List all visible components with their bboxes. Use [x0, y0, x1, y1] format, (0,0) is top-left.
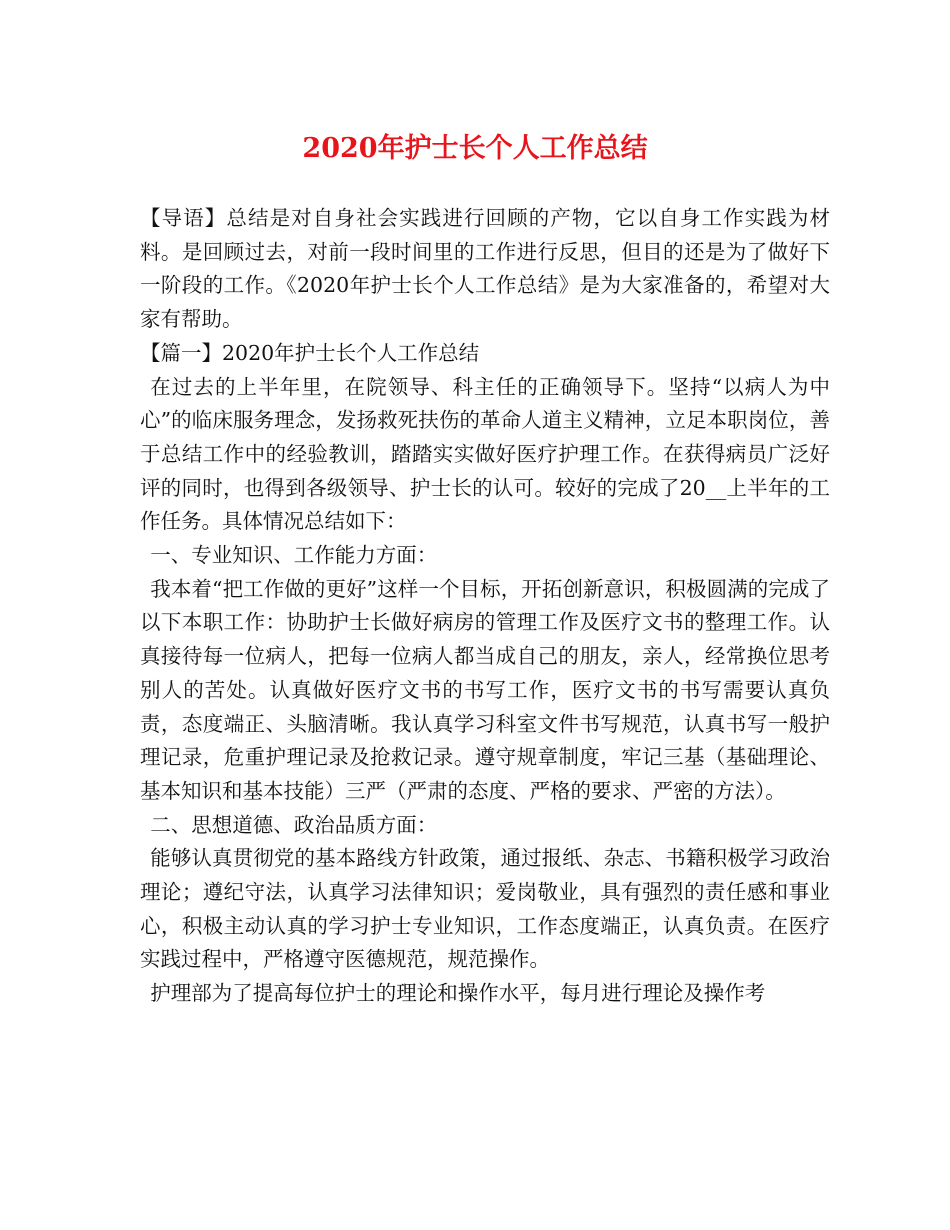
subsection-heading: 二、思想道德、政治品质方面：	[150, 812, 438, 837]
body-paragraph: 能够认真贯彻党的基本路线方针政策，通过报纸、杂志、书籍积极学习政治理论；遵纪守法，认真学习法律知识；爱岗敬业，具有强烈的责任感和事业心，积极主动认真的学习护士专业知识，工作态度端正，认真负责。在医疗实践过程中，严格遵守医德规范，规范操作。	[140, 846, 830, 972]
intro-paragraph: 【导语】总结是对自身社会实践进行回顾的产物，它以自身工作实践为材料。是回顾过去，对前一段时间里的工作进行反思，但目的还是为了做好下一阶段的工作。《2020年护士长个人工作总结》是为大家准备的，希望对大家有帮助。	[140, 206, 830, 332]
body-paragraph: 护理部为了提高每位护士的理论和操作水平，每月进行理论及操作考	[150, 981, 766, 1006]
body-paragraph: 我本着“把工作做的更好”这样一个目标，开拓创新意识，积极圆满的完成了以下本职工作：协助护士长做好病房的管理工作及医疗文书的整理工作。认真接待每一位病人，把每一位病人都当成自己的朋友，亲人，经常换位思考别人的苦处。认真做好医疗文书的书写工作，医疗文书的书写需要认真负责，态度端正、头脑清晰。我认真学习科室文件书写规范，认真书写一般护理记录，危重护理记录及抢救记录。遵守规章制度，牢记三基（基础理论、基本知识和基本技能）三严（严肃的态度、严格的要求、严密的方法）。	[140, 576, 830, 803]
subsection-heading: 一、专业知识、工作能力方面：	[150, 543, 438, 568]
document-title: 2020年护士长个人工作总结	[302, 133, 648, 164]
body-paragraph: 在过去的上半年里，在院领导、科主任的正确领导下。坚持“以病人为中心”的临床服务理念，发扬救死扶伤的革命人道主义精神，立足本职岗位，善于总结工作中的经验教训，踏踏实实做好医疗护理工作。在获得病员广泛好评的同时，也得到各级领导、护士长的认可。较好的完成了20__上半年的工作任务。具体情况总结如下：	[140, 374, 830, 534]
section-heading: 【篇一】2020年护士长个人工作总结	[140, 340, 480, 365]
document-body	[140, 202, 830, 1011]
